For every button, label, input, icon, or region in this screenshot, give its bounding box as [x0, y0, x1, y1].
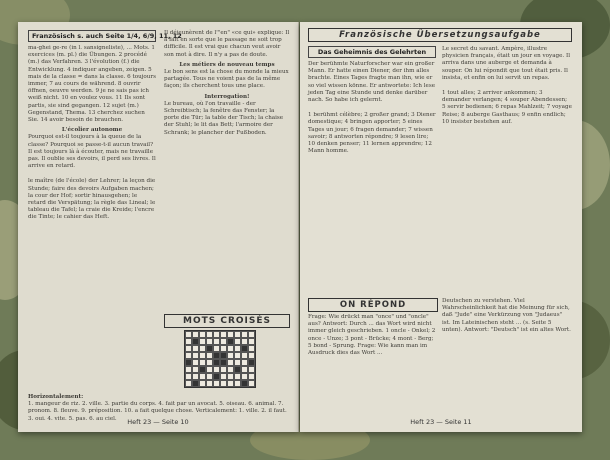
on-repond-title: ON RÉPOND: [308, 298, 438, 312]
left-page-section-box: Französisch s. auch Seite 1/4, 6/9, 11, 12: [28, 30, 156, 42]
translation-exercise-title: Französische Übersetzungsaufgabe: [308, 28, 572, 42]
divider: [28, 173, 156, 175]
glossary-text: le maître (de l'école) der Lehrer; la leçon die Stunde; faire des devoirs Aufgaben machen; la cour der Hof; sortir hinausgehen; le retard die Verspätung; la règle das Lineal; le tableau die Tafel; la craie die Kreide; l'encre die Tinte; le cahier das Heft.: [28, 178, 156, 221]
article-text: Le bon sens est la chose du monde la mieux partagée. Tous ne voient pas de la même façon; ils cherchent tous une place.: [164, 69, 289, 90]
article-text: Il déjeunèrent de l'"en" «ce qui» explique: Il a fait en sorte que le passage ne soit trop difficile. Il est vrai que chacun veut avoir son mot à dire. Il n'y a pas de doute.: [164, 30, 290, 58]
on-repond-column-2: [442, 298, 572, 410]
vocabulary-text: 1 berühmt célèbre; 2 großer grand; 3 Diener domestique; 4 bringen apporter; 5 eines Tages un jour; 6 fragen demander; 7 wissen savoir; 8 antworten répondre; 9 lesen lire; 10 denken penser; 11 lernen apprendre; 12 Mann homme.: [308, 112, 436, 155]
question-answer-text: Frage: Wie drückt man "once" und "oncle" aus? Antwort: Durch ... das Wort wird nicht immer gleich geschrieben. 1 oncle - Onkel; 2 once - Unze; 3 pont - Brücke; 4 mont - Berg; 5 bond - Sprung. Frage: Wie kann man im Ausdruck dies das Wort ...: [308, 314, 436, 357]
right-page-column-1: [308, 46, 436, 262]
french-story-text: Le secret du savant. Ampère, illustre physicien français, était un jour en voyage. Il arriva dans une auberge et demanda à souper. On lui répondit que tout était pris. Il insista, et enfin on lui servit un repas.: [442, 46, 570, 81]
article-text: Pourquoi est-il toujours à la queue de la classe? Pourquoi se passe-t-il aucun travail? Il est toujours là à écouter, mais ne travaille pas. Il oublie ses devoirs, il perd ses livres. Il arrive en retard.: [28, 134, 156, 170]
story-title-box: Das Geheimnis des Gelehrten: [308, 46, 436, 58]
left-page-column-2: [164, 30, 290, 312]
left-page-column-1: [28, 30, 182, 410]
vocabulary-text: 1 tout alles; 2 arriver ankommen; 3 demander verlangen; 4 souper Abendessen; 5 servir bedienen; 6 repas Mahlzeit; 7 voyage Reise; 8 auberge Gasthaus; 9 enfin endlich; 10 insister bestehen auf.: [442, 90, 572, 125]
right-page: [300, 22, 582, 432]
section-heading: Les métiers de nouveau temps: [179, 61, 275, 68]
section-heading: Interrogation!: [204, 93, 250, 100]
crossword-subtitle: Horizontalement:: [28, 394, 84, 400]
right-page-column-2: [442, 46, 572, 262]
page-number-left: Heft 23 — Seite 10: [127, 418, 189, 426]
crossword-grid: [184, 330, 256, 388]
divider: [442, 85, 572, 87]
vocabulary-text: ma-ghei ge-re (in l. sansigneliste), ... Mots. 1 exercices (m. pl.) die Übungen. 2 procédé (m.) das Verfahren. 3 l'évolution (f.) die Entwicklung. 4 indiquer angeben, zeigen. 5 mais de la classe = dans la classe. 6 toujours immer, 7 au cours de während. 8 ouvrir öffnen, oeuvre werden. 9 je ne sais pas ich weiß nicht. 10 en voulez vous. 11 Ils sont partis, sie sind gegangen. 12 sujet (m.) Gegenstand, Thema. 13 cherchez suchen Sie. 14 avoir besoin de brauchen.: [28, 45, 156, 124]
left-page: [18, 22, 299, 432]
crossword-clue-text: 1. mangeur de riz. 2. ville. 3. partie du corps. 4. fait par un avocat. 5. oiseau. 6. animal. 7. pronom. 8. fleuve. 9. préposition. 10. a fait quelque chose. Verticalement: 1. ville. 2. il faut. 3. oui. 4. vite. 5. pas. 6. au ciel.: [28, 401, 287, 422]
question-answer-text: Deutschen zu verstehen. Viel Wahrscheinlichkeit hat die Meinung für sich, daß "Jude" eine Verkürzung von "Judaeus" ist. Im Lateinischen steht ... (s. Seite 5 unten). Antwort: "Deutsch" ist ein altes Wort.: [442, 298, 571, 333]
page-number-right: Heft 23 — Seite 11: [410, 418, 472, 426]
section-heading: L'écolier autonome: [61, 127, 123, 134]
divider: [308, 107, 436, 109]
on-repond-column-1: [308, 314, 436, 410]
crossword-title: MOTS CROISÉS: [164, 314, 290, 328]
glossary-text: Le bureau, où l'on travaille - der Schreibtisch; la fenêtre das Fenster; la porte die Tür; la table der Tisch; la chaise der Stuhl; le lit das Bett; l'armoire der Schrank; le plancher der Fußboden.: [164, 100, 284, 136]
german-story-text: Der berühmte Naturforscher war ein großer Mann. Er hatte einen Diener, der ihm alles brachte. Eines Tages fragte man ihn, wie er so viel wissen könne. Er antwortete: Ich lese jeden Tag eine Stunde und denke darüber nach. So habe ich gelernt.: [308, 61, 436, 104]
